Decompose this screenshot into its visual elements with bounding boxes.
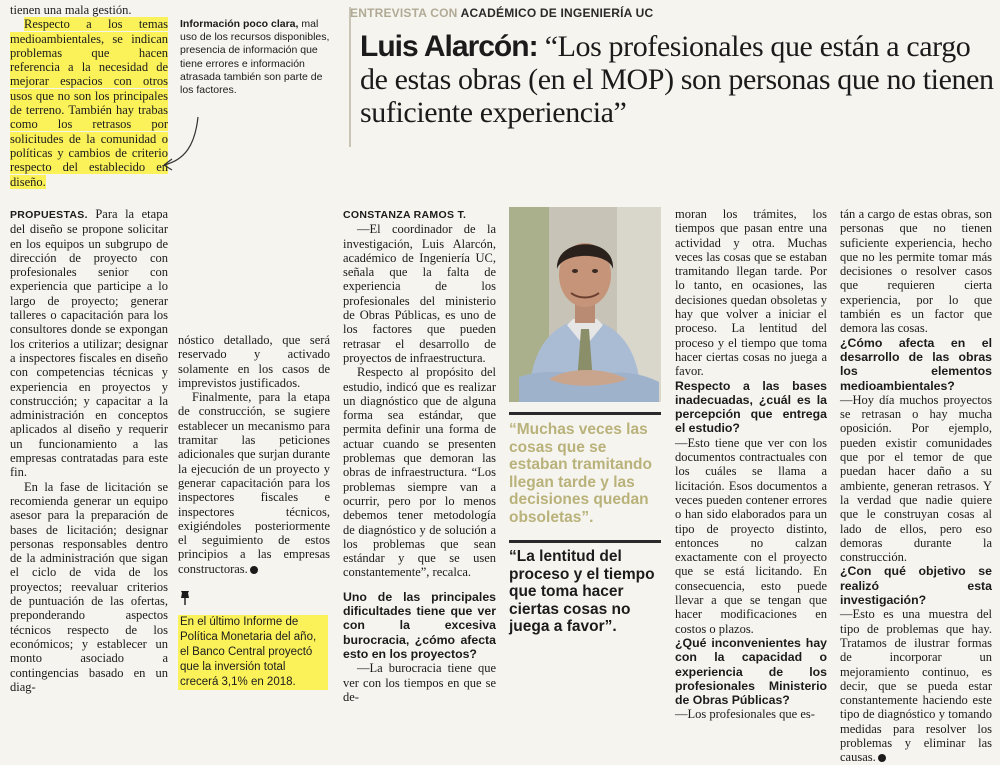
highlighted-paragraph <box>10 17 168 189</box>
column-5 <box>840 207 992 765</box>
answer: moran los trámites, los tiempos que pasan entre una actividad y otra. Muchas veces las cosas que se estaban tramitando llegan tarde. Por lo tanto, en ocasiones, las decisiones quedan obsoletas y hay que volver a iniciar el proceso. La lentitud del proceso y el tiempo que toma hacer ciertas cosas no juega a favor. <box>675 207 827 379</box>
left-top-text <box>10 3 168 189</box>
answer: tán a cargo de estas obras, son personas que no tienen suficiente experiencia, hecho que no les permite tomar más decisiones o resolver casos que requieren cierta experiencia, por lo que también es un factor que demora las cosas. <box>840 207 992 336</box>
portrait-photo <box>509 207 661 402</box>
section-label: PROPUESTAS. <box>10 209 88 221</box>
headline-quote: “Los profesionales que están a cargo de estas obras (en el MOP) son personas que no tienen suficiente experiencia” <box>360 30 994 129</box>
question: Uno de las principales dificultades tiene que ver con la excesiva burocracia, ¿cómo afecta esto en los proyectos? <box>343 589 496 661</box>
column-4 <box>675 207 827 722</box>
paragraph: Respecto al propósito del estudio, indicó que es realizar un diagnóstico que de alguna forma sea estándar, que permita definir una forma de actuar cuando se presenten problemas que demoran las obras de infraestructura. “Los problemas siempre van a ocurrir, pero por lo menos debemos tener metodología de diagnóstico y de solución a los problemas que sean estándar y que se usen constantemente”, recalca. <box>343 365 496 580</box>
end-mark-icon <box>878 754 886 762</box>
paragraph: tienen una mala gestión. <box>10 3 132 17</box>
paragraph: —El coordinador de la investigación, Luis Alarcón, académico de Ingeniería UC, señala que la falta de experiencia de los profesionales del ministerio de Obras Públicas, es uno de los factores que pueden retrasar el desarrollo de proyectos de infraestructura. <box>343 222 496 365</box>
callout-box <box>178 590 328 690</box>
answer: —La burocracia tiene que ver con los tiempos en que se de- <box>343 661 496 704</box>
answer: —Esto tiene que ver con los documentos contractuales con los cuáles se llama a licitación. Esos documentos a veces pueden contener errores o han sido elaborados para un tipo de proyecto distinto, entonces no calzan exactamente con el proyecto que se está licitando. En consecuencia, esto puede llevar a que se tengan que hacer modificaciones en costos o plazos. <box>675 435 827 636</box>
paragraph: PROPUESTAS. Para la etapa del diseño se propone solicitar en los equipos un subgrupo de dirección de proyecto con profesionales senior con experiencia que participe a lo largo de proyecto; generar talleres o capacitación para los consultores donde se expongan los criterios a utilizar; designar a inspectores fiscales en diseño con competencias técnicas y experiencia en proyectos y construcción; y capacitar a la administración en conceptos aplicados al diseño y requerir un funcionamiento a las empresas contratadas para este fin. <box>10 207 168 480</box>
highlight: Respecto a los temas medioambientales, se indican problemas que hacen referencia a la necesidad de mejorar espacios con otros usos que no son los principales de terreno. También hay trabas como los retrasos por solicitudes de la comunidad o políticas y cambios de criterio respecto del establecido en diseño. <box>10 17 168 189</box>
pull-quote-rule <box>509 412 661 415</box>
paragraph: nóstico detallado, que será reservado y activado solamente en los casos de imprevistos justificados. <box>178 333 330 390</box>
margin-note-bold: Información poco clara, <box>180 18 299 30</box>
paragraph: En la fase de licitación se recomienda generar un equipo asesor para la preparación de bases de licitación; designar personas responsables dentro de la administración que sigan el ciclo de vida de los proyectos; reevaluar criterios de puntuación de las ofertas, preponderando aspectos técnicos respecto de los económicos; y establecer un monto asociado a contingencias basado en un diag- <box>10 479 168 694</box>
callout-text: En el último Informe de Política Monetaria del año, el Banco Central proyectó que la inversión total crecerá 3,1% en 2018. <box>178 615 328 690</box>
column-2 <box>178 333 330 576</box>
question: Respecto a las bases inadecuadas, ¿cuál es la percepción que entrega el estudio? <box>675 378 827 436</box>
pull-quote-rule <box>509 540 661 543</box>
pull-quote: “La lentitud del proceso y el tiempo que toma hacer ciertas cosas no juega a favor”. <box>509 548 655 635</box>
kicker-section: ENTREVISTA CON <box>350 6 458 20</box>
answer: —Los profesionales que es- <box>675 707 815 722</box>
end-mark-icon <box>250 566 258 574</box>
answer: —Esto es una muestra del tipo de problemas que hay. Tratamos de ilustrar formas de incorporar un mejoramiento continuo, es decir, que se pueda estar constantemente haciendo este tipo de diagnóstico y tomando medidas para resolver los problemas y eliminar las causas. <box>840 607 992 765</box>
question: ¿Con qué objetivo se realizó esta investigación? <box>840 564 992 608</box>
question: ¿Qué inconvenientes hay con la capacidad o experiencia de los profesionales Ministerio de Obras Públicas? <box>675 635 827 708</box>
column-1 <box>10 207 168 694</box>
header-divider <box>349 7 351 147</box>
margin-note-text: mal uso de los recursos disponibles, presencia de información que tiene errores e información atrasada también son parte de los factores. <box>180 18 330 97</box>
question: ¿Cómo afecta en el desarrollo de las obras los elementos medioambientales? <box>840 335 992 393</box>
answer: —Hoy día muchos proyectos se retrasan o hay mucha oposición. Por ejemplo, pueden existir comunidades que por el temor de que puedan hacer daño a su ambiente, generan retrasos. Y la verdad que nadie quiere que le construyan cosas al lado de ellos, pero eso demoras durante la construcción. <box>840 392 992 565</box>
annotation-arrow-icon <box>150 115 210 175</box>
pull-quote: “Muchas veces las cosas que se estaban tramitando llegan tarde y las decisiones quedan obsoletas”. <box>509 421 652 526</box>
kicker-topic: ACADÉMICO DE INGENIERÍA UC <box>460 6 654 20</box>
headline <box>360 30 995 129</box>
margin-note <box>180 18 330 97</box>
paragraph: Finalmente, para la etapa de construcción, se sugiere establecer un mecanismo para tramitar las peticiones adicionales que surjan durante la ejecución de un proyecto y generar capacitación para los inspectores fiscales e inspectores técnicos, exigiéndoles posteriormente el seguimiento de estos principios a las empresas constructoras. <box>178 390 330 576</box>
headline-name: Luis Alarcón: <box>360 30 538 63</box>
column-3 <box>343 207 496 704</box>
article-kicker <box>350 6 653 20</box>
pin-icon <box>178 590 192 606</box>
byline: CONSTANZA RAMOS T. <box>343 209 467 221</box>
